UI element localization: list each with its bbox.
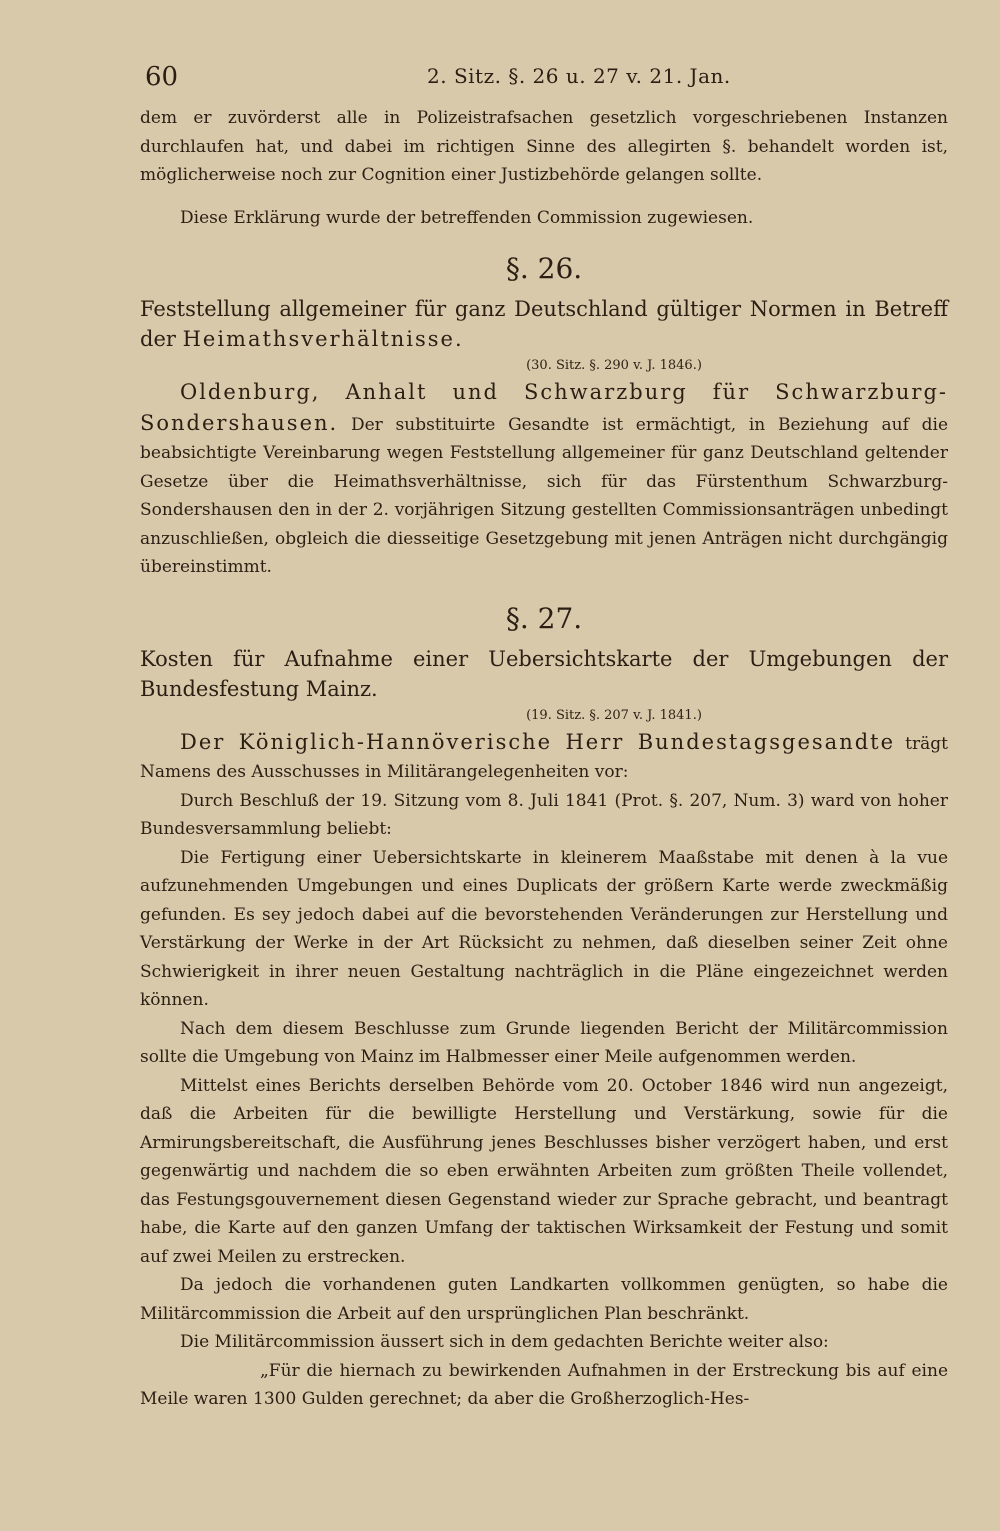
section-27-speaker-rest: trägt Namens des Ausschusses in Militärangelegenheiten vor: [140, 733, 948, 782]
section-26-title [140, 294, 948, 354]
section-27-paragraph: Die Fertigung einer Uebersichtskarte in kleinerem Maaßstabe mit denen à la vue aufzunehmenden Umgebungen und eines Duplicats der größern Karte werde zweckmäßig gefunden. Es sey jedoch dabei auf die bevorstehenden Veränderungen zur Herstellung und Verstärkung der Werke in der Art Rücksicht zu nehmen, daß dieselben seiner Zeit ohne Schwierigkeit in ihrer neuen Gestaltung nachträglich in die Pläne eingezeichnet werden können. [140, 847, 948, 1010]
section-26-citation: (30. Sitz. §. 290 v. J. 1846.) [526, 358, 702, 373]
section-27-paragraph: Mittelst eines Berichts derselben Behörde vom 20. October 1846 wird nun angezeigt, daß die Arbeiten für die bewilligte Herstellung und Verstärkung, sowie für die Armirungsbereitschaft, die Ausführung jenes Beschlusses bisher verzögert haben, und erst gegenwärtig und nachdem die so eben erwähnten Arbeiten zum größten Theile vollendet, das Festungsgouvernement diesen Gegenstand wieder zur Sprache gebracht, und beantragt habe, die Karte auf den ganzen Umfang der taktischen Wirksamkeit der Festung und somit auf zwei Meilen zu erstrecken. [140, 1075, 948, 1267]
section-27-speaker: Der Königlich-Hannöverische Herr Bundestagsgesandte [180, 729, 896, 754]
section-27-paragraph: Die Militärcommission äussert sich in dem gedachten Berichte weiter also: [180, 1332, 829, 1352]
page-number: 60 [145, 62, 179, 92]
section-26-title-start: Feststellung allgemeiner für ganz Deutschland gültiger Normen in Betreff der [140, 297, 948, 351]
section-26-text: Der substituirte Gesandte ist ermächtigt, in Beziehung auf die beabsichtigte Vereinbarung wegen Feststellung allgemeiner für ganz Deutschland geltender Gesetze über die Heimathsverhältnisse, sich für das Fürstenthum Schwarzburg-Sondershausen den in der 2. vorjährigen Sitzung gestellten Commissionsanträgen unbedingt anzuschließen, obgleich die diesseitige Gesetzgebung mit jenen Anträgen nicht durchgängig übereinstimmt. [140, 414, 948, 577]
section-27-paragraph: Da jedoch die vorhandenen guten Landkarten vollkommen genügten, so habe die Militärcommission die Arbeit auf den ursprünglichen Plan beschränkt. [140, 1275, 948, 1324]
section-26-title-spaced: Heimathsverhältnisse. [182, 327, 464, 351]
running-head: 2. Sitz. §. 26 u. 27 v. 21. Jan. [427, 64, 731, 88]
referral-note: Diese Erklärung wurde der betreffenden Commission zugewiesen. [180, 207, 754, 228]
section-27-paragraph: Nach dem diesem Beschlusse zum Grunde liegenden Bericht der Militärcommission sollte die Umgebung von Mainz im Halbmesser einer Meile aufgenommen werden. [140, 1018, 948, 1067]
section-27-number: §. 27. [505, 601, 583, 635]
section-27-paragraph: Durch Beschluß der 19. Sitzung vom 8. Juli 1841 (Prot. §. 207, Num. 3) ward von hoher Bundesversammlung beliebt: [140, 790, 948, 839]
section-26-number: §. 26. [505, 252, 583, 285]
section-27-intro [140, 728, 948, 787]
section-26-body [140, 378, 948, 582]
intro-paragraph: dem er zuvörderst alle in Polizeistrafsachen gesetzlich vorgeschriebenen Instanzen durchlaufen hat, und dabei im richtigen Sinne des allegirten §. behandelt worden ist, möglicherweise noch zur Cognition einer Justizbehörde gelangen sollte. [140, 108, 948, 185]
section-26-speaker: Oldenburg, Anhalt und Schwarzburg für Schwarzburg-Sondershausen. [140, 380, 948, 435]
page-header [140, 60, 948, 104]
section-27-quote: „Für die hiernach zu bewirkenden Aufnahmen in der Erstreckung bis auf eine Meile waren 1300 Gulden gerechnet; da aber die Großherzoglich-Hes- [140, 1360, 948, 1409]
section-27-citation: (19. Sitz. §. 207 v. J. 1841.) [526, 707, 702, 723]
section-27-title: Kosten für Aufnahme einer Uebersichtskarte der Umgebungen der Bundesfestung Mainz. [140, 646, 948, 701]
page-content [140, 60, 948, 1414]
